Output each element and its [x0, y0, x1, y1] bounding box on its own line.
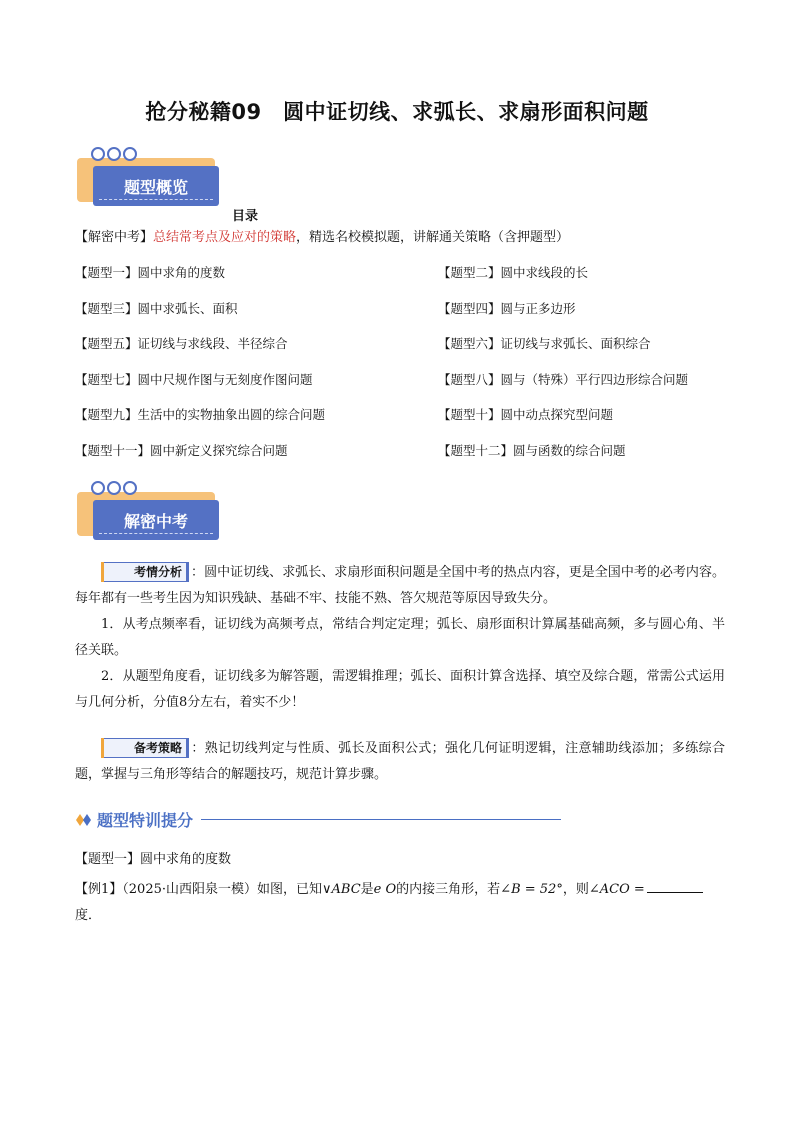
toc-item[interactable]: 【题型八】圆与（特殊）平行四边形综合问题: [438, 371, 689, 387]
intro-highlight: 总结常考点及应对的策略: [153, 230, 297, 245]
toc-item[interactable]: 【题型九】生活中的实物抽象出圆的综合问题: [75, 407, 326, 422]
banner-analysis: [77, 480, 217, 546]
toc-item[interactable]: 【题型十】圆中动点探究型问题: [438, 407, 614, 422]
banner-front: [93, 166, 219, 206]
answer-blank[interactable]: [647, 892, 703, 893]
angle-aco: ∠ACO =: [588, 882, 645, 897]
example-end: 度．: [75, 908, 102, 923]
angle-b: ∠B = 52°: [500, 882, 563, 897]
example-text: ，则: [562, 882, 589, 897]
toc-label: 目录: [232, 209, 259, 224]
example-1: [75, 877, 725, 929]
strategy-paragraph: [75, 736, 725, 788]
toc-item[interactable]: 【题型二】圆中求线段的长: [438, 265, 589, 280]
toc-item[interactable]: 【题型三】圆中求弧长、面积: [75, 300, 238, 316]
ring-icons: [91, 146, 139, 165]
toc-item[interactable]: 【题型一】圆中求角的度数: [75, 265, 226, 280]
banner-label: 题型概览: [123, 177, 188, 197]
banner-overview: [77, 146, 217, 212]
intro-line: [75, 228, 735, 248]
example-text: 是: [360, 882, 374, 897]
intro-rest: ，精选名校模拟题，讲解通关策略（含押题型）: [296, 230, 570, 245]
section-rule: [201, 819, 561, 820]
circle-o: e O: [373, 882, 397, 897]
section-heading: [75, 808, 561, 831]
banner-label: 解密中考: [123, 511, 188, 531]
toc-item[interactable]: 【题型十一】圆中新定义探究综合问题: [75, 442, 288, 458]
type1-title: 【题型一】圆中求角的度数: [75, 852, 232, 867]
toc-item[interactable]: 【题型四】圆与正多边形: [438, 300, 576, 316]
strategy-text: ：熟记切线判定与性质、弧长及面积公式；强化几何证明逻辑，注意辅助线添加；多练综合题，掌握与三角形等结合的解题技巧，规范计算步骤。: [75, 741, 725, 782]
analysis-point-1: 1．从考点频率看，证切线为高频考点，常结合判定定理；弧长、扇形面积计算属基础高频，多与圆心角、半径关联。: [75, 617, 725, 658]
analysis-point-2: 2．从题型角度看，证切线多为解答题，需逻辑推理；弧长、面积计算含选择、填空及综合题，常需公式运用与几何分析，分值8分左右，着实不少！: [75, 669, 725, 710]
example-text: 的内接三角形，若: [396, 882, 501, 897]
analysis-tag: 考情分析: [101, 562, 189, 582]
diamond-icon: [75, 812, 93, 828]
page-title: 抢分秘籍09 圆中证切线、求弧长、求扇形面积问题: [145, 100, 649, 124]
analysis-text: ：圆中证切线、求弧长、求扇形面积问题是全国中考的热点内容，更是全国中考的必考内容。每年都有一些考生因为知识残缺、基础不牢、技能不熟、答欠规范等原因导致失分。: [75, 565, 725, 606]
section-title: 题型特训提分: [97, 811, 194, 830]
analysis-paragraph: [75, 560, 725, 612]
banner-front: [93, 500, 219, 540]
ring-icons: [91, 480, 139, 499]
triangle-abc: ∨ABC: [322, 882, 361, 897]
strategy-tag: 备考策略: [101, 738, 189, 758]
toc-item[interactable]: 【题型六】证切线与求弧长、面积综合: [438, 336, 651, 351]
toc-item[interactable]: 【题型五】证切线与求线段、半径综合: [75, 336, 288, 351]
intro-prefix: 【解密中考】: [75, 230, 154, 245]
example-prefix: 【例1】（2025·山西阳泉一模）如图，已知: [75, 882, 322, 897]
toc-item[interactable]: 【题型七】圆中尺规作图与无刻度作图问题: [75, 371, 313, 387]
toc-item[interactable]: 【题型十二】圆与函数的综合问题: [438, 442, 626, 458]
